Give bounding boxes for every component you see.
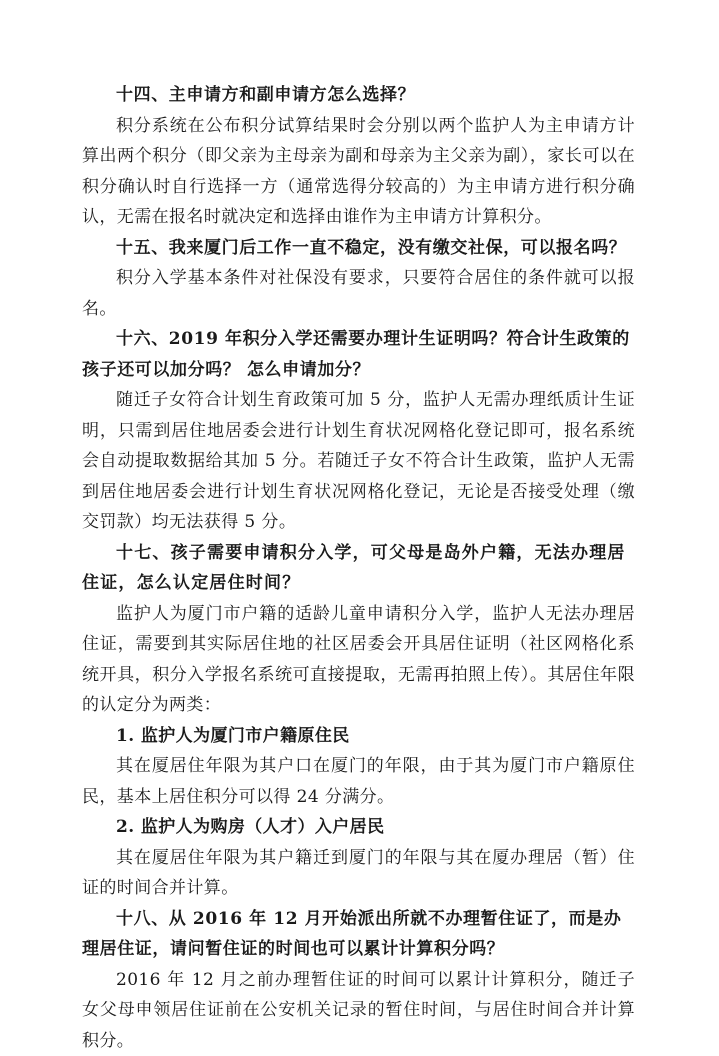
question-14: 十四、主申请方和副申请方怎么选择？ — [82, 80, 635, 111]
question-15: 十五、我来厦门后工作一直不稳定，没有缴交社保，可以报名吗？ — [82, 233, 635, 264]
question-17: 十七、孩子需要申请积分入学，可父母是岛外户籍，无法办理居住证，怎么认定居住时间？ — [82, 538, 635, 599]
answer-17-sub1-text: 其在厦居住年限为其户口在厦门的年限，由于其为厦门市户籍原住民，基本上居住积分可以得 24 分满分。 — [82, 751, 635, 812]
answer-14: 积分系统在公布积分试算结果时会分别以两个监护人为主申请方计算出两个积分（即父亲为主母亲为副和母亲为主父亲为副），家长可以在积分确认时自行选择一方（通常选得分较高的）为主申请方进行积分确认，无需在报名时就决定和选择由谁作为主申请方计算积分。 — [82, 111, 635, 233]
answer-15: 积分入学基本条件对社保没有要求，只要符合居住的条件就可以报名。 — [82, 263, 635, 324]
answer-17-sub2-title: 2. 监护人为购房（人才）入户居民 — [82, 812, 635, 843]
answer-17-sub2-text: 其在厦居住年限为其户籍迁到厦门的年限与其在厦办理居（暂）住证的时间合并计算。 — [82, 843, 635, 904]
answer-17: 监护人为厦门市户籍的适龄儿童申请积分入学，监护人无法办理居住证，需要到其实际居住地的社区居委会开具居住证明（社区网格化系统开具，积分入学报名系统可直接提取，无需再拍照上传）。其居住年限的认定分为两类： — [82, 599, 635, 721]
question-16: 十六、2019 年积分入学还需要办理计生证明吗？符合计生政策的孩子还可以加分吗？ 怎么申请加分？ — [82, 324, 635, 385]
answer-16: 随迁子女符合计划生育政策可加 5 分，监护人无需办理纸质计生证明，只需到居住地居委会进行计划生育状况网格化登记即可，报名系统会自动提取数据给其加 5 分。若随迁子女不符合计生政策，监护人无需到居住地居委会进行计划生育状况网格化登记，无论是否接受处理（缴交罚款）均无法获得 5 分。 — [82, 385, 635, 538]
answer-17-sub1-title: 1. 监护人为厦门市户籍原住民 — [82, 721, 635, 752]
question-18: 十八、从 2016 年 12 月开始派出所就不办理暂住证了，而是办理居住证，请问暂住证的时间也可以累计计算积分吗？ — [82, 904, 635, 965]
answer-18: 2016 年 12 月之前办理暂住证的时间可以累计计算积分，随迁子女父母申领居住证前在公安机关记录的暂住时间，与居住时间合并计算积分。 — [82, 965, 635, 1056]
